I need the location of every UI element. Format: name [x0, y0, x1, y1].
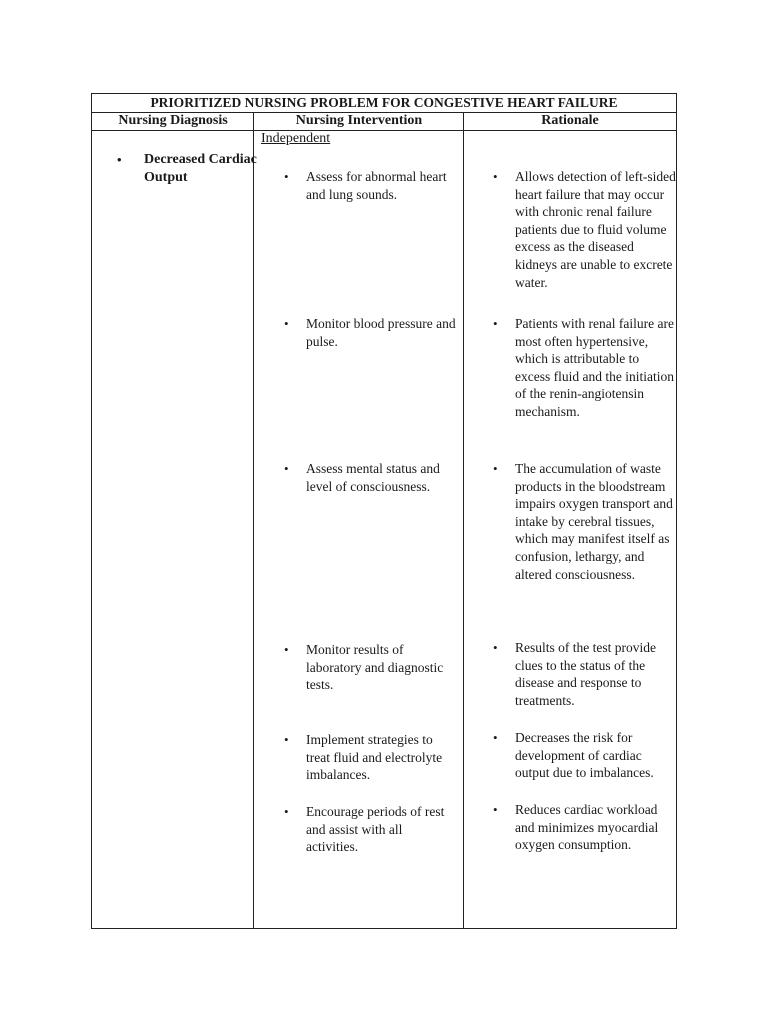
header-rationale: Rationale	[541, 113, 599, 128]
bullet-marker: •	[493, 802, 498, 817]
rationale-text: Patients with renal failure are most often hypertensive, which is attributable to excess fluid and the initiation of the renin-angiotensin mechanism.	[515, 316, 674, 419]
rationale-text: The accumulation of waste products in the bloodstream impairs oxygen transport and intake by cerebral tissues, which may manifest itself as confusion, lethargy, and altered consciousness.	[515, 461, 673, 582]
bullet-marker: •	[284, 169, 289, 184]
intervention-text: Encourage periods of rest and assist with all activities.	[306, 804, 445, 855]
intervention-text: Assess for abnormal heart and lung sounds.	[306, 169, 447, 202]
care-plan-table	[91, 93, 677, 929]
bullet-marker: •	[284, 804, 289, 819]
bullet-marker: •	[117, 152, 122, 167]
rationale-text: Decreases the risk for development of cardiac output due to imbalances.	[515, 730, 654, 781]
header-nursing-diagnosis: Nursing Diagnosis	[118, 113, 228, 128]
rationale-text: Allows detection of left-sided heart failure that may occur with chronic renal failure patients due to fluid volume excess as the diseased kidneys are unable to excrete water.	[515, 169, 676, 290]
header-nursing-intervention: Nursing Intervention	[295, 113, 423, 128]
intervention-text: Monitor results of laboratory and diagnostic tests.	[306, 642, 444, 693]
bullet-marker: •	[493, 730, 498, 745]
bullet-marker: •	[284, 732, 289, 747]
intervention-text: Implement strategies to treat fluid and electrolyte imbalances.	[306, 732, 443, 783]
table-title: PRIORITIZED NURSING PROBLEM FOR CONGESTIVE HEART FAILURE	[92, 94, 676, 113]
table-header-row	[92, 112, 676, 131]
bullet-marker: •	[284, 642, 289, 657]
bullet-marker: •	[284, 316, 289, 331]
bullet-marker: •	[493, 461, 498, 476]
intervention-text: Monitor blood pressure and pulse.	[306, 316, 456, 349]
nursing-diagnosis-text: Decreased Cardiac Output	[144, 152, 257, 185]
bullet-marker: •	[493, 640, 498, 655]
table-body	[92, 131, 676, 928]
bullet-marker: •	[493, 169, 498, 184]
intervention-text: Assess mental status and level of consciousness.	[306, 461, 440, 494]
bullet-marker: •	[284, 461, 289, 476]
rationale-text: Results of the test provide clues to the status of the disease and response to treatments.	[515, 640, 656, 708]
rationale-text: Reduces cardiac workload and minimizes myocardial oxygen consumption.	[515, 802, 659, 853]
independent-label: Independent	[261, 131, 331, 146]
bullet-marker: •	[493, 316, 498, 331]
